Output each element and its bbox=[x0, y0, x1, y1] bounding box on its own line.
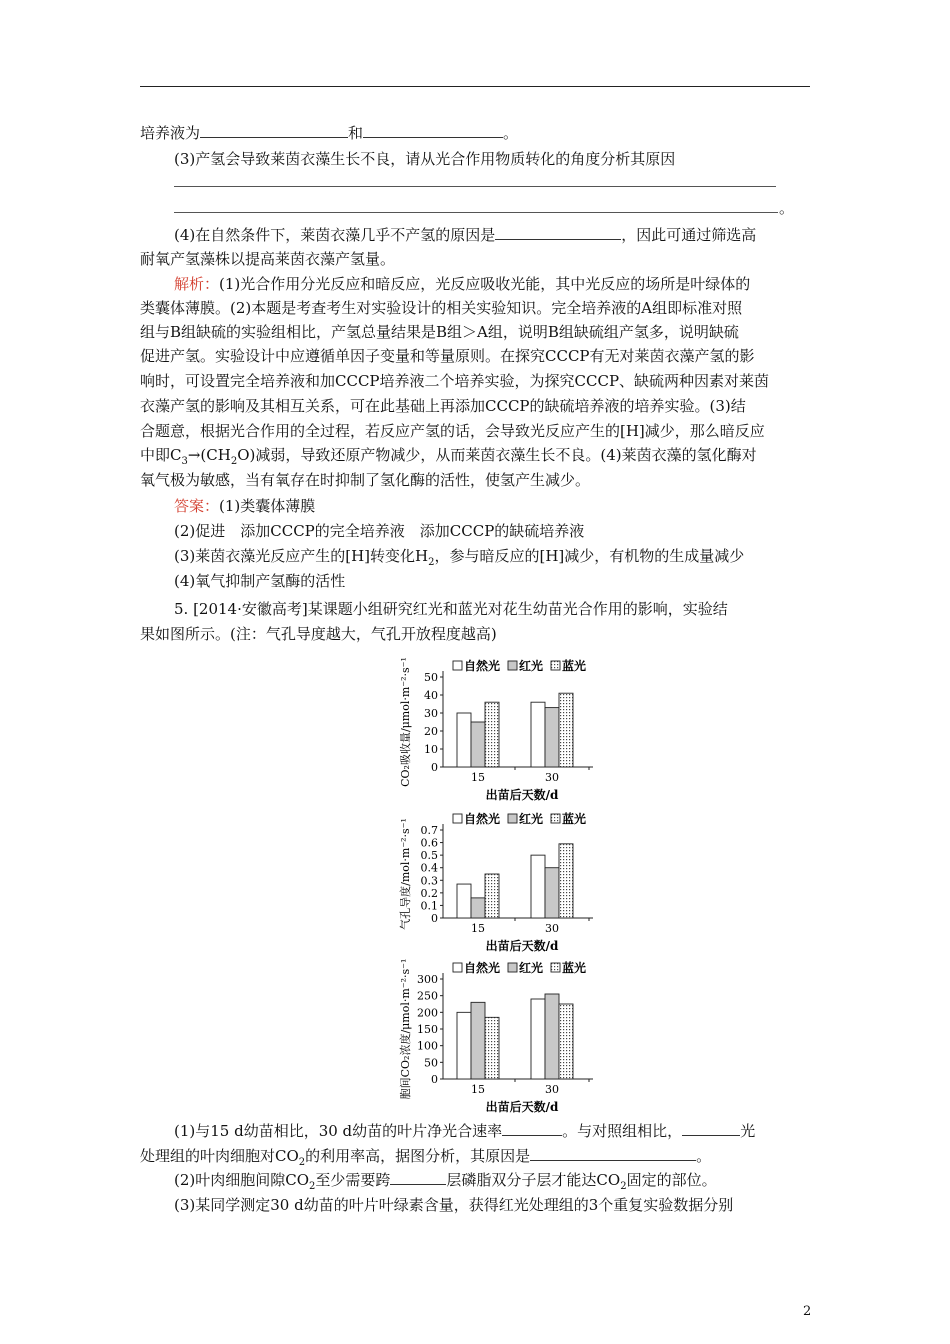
analysis-line bbox=[174, 274, 750, 294]
text: ，因此可通过筛选高 bbox=[621, 226, 757, 244]
bar bbox=[545, 708, 559, 767]
y-tick-label: 0.4 bbox=[420, 861, 438, 875]
text: 层磷脂双分子层才能达CO bbox=[446, 1171, 621, 1189]
text: (2)叶肉细胞间隙CO bbox=[174, 1171, 310, 1189]
bar bbox=[485, 1017, 499, 1079]
legend-swatch bbox=[508, 963, 517, 972]
legend-label: 蓝光 bbox=[562, 961, 587, 975]
chart-intercellular-co2 bbox=[395, 957, 625, 1117]
y-tick-label: 100 bbox=[417, 1039, 438, 1053]
bar bbox=[457, 713, 471, 767]
legend-label: 蓝光 bbox=[562, 659, 587, 673]
text-line: 耐氧产氢藻株以提高莱茵衣藻产氢量。 bbox=[140, 250, 396, 268]
y-tick-label: 150 bbox=[417, 1023, 438, 1036]
y-tick-label: 10 bbox=[424, 743, 438, 756]
y-tick-label: 0.3 bbox=[420, 874, 438, 888]
x-tick-label: 30 bbox=[545, 1083, 559, 1096]
bar bbox=[485, 702, 499, 767]
legend-swatch bbox=[508, 814, 517, 823]
bar bbox=[471, 898, 485, 918]
x-tick-label: 30 bbox=[545, 922, 559, 935]
answer-label: 答案： bbox=[174, 497, 220, 515]
sub-question-2 bbox=[174, 1170, 717, 1197]
analysis-line: 组与B组缺硫的实验组相比，产氢总量结果是B组＞A组，说明B组缺硫组产氢多，说明缺硫 bbox=[140, 323, 739, 341]
answer-blank[interactable] bbox=[495, 225, 621, 240]
chart-co2-absorption bbox=[395, 655, 625, 805]
question-5: 5. [2014·安徽高考]某课题小组研究红光和蓝光对花生幼苗光合作用的影响，实验结 bbox=[174, 600, 728, 618]
analysis-line bbox=[140, 445, 757, 472]
sub-question-1 bbox=[174, 1121, 755, 1141]
y-tick-label: 50 bbox=[424, 671, 438, 684]
bar bbox=[457, 884, 471, 918]
legend-swatch bbox=[453, 814, 462, 823]
bar bbox=[531, 855, 545, 918]
subscript: 3 bbox=[181, 456, 188, 467]
legend-label: 红光 bbox=[519, 961, 544, 975]
y-tick-label: 0 bbox=[431, 912, 438, 925]
legend-swatch bbox=[551, 963, 560, 972]
y-tick-label: 40 bbox=[424, 689, 438, 702]
y-tick-label: 0.1 bbox=[420, 899, 438, 913]
analysis-line: 合题意，根据光合作用的全过程，若反应产氢的话，会导致光反应产生的[H]减少，那么暗反应 bbox=[140, 422, 765, 440]
legend-swatch bbox=[551, 661, 560, 670]
bar bbox=[559, 1004, 573, 1079]
analysis-label: 解析： bbox=[174, 275, 220, 293]
x-axis-label: 出苗后天数/d bbox=[485, 1100, 559, 1114]
analysis-line: 衣藻产氢的影响及其相互关系，可在此基础上再添加CCCP的缺硫培养液的培养实验。(3)结 bbox=[140, 397, 746, 415]
text: 。与对照组相比， bbox=[562, 1122, 683, 1140]
legend-label: 自然光 bbox=[464, 812, 501, 826]
text: 。 bbox=[779, 199, 795, 217]
text-line bbox=[140, 123, 518, 143]
answer-blank-line[interactable] bbox=[174, 186, 776, 187]
answer-line: (4)氧气抑制产氢酶的活性 bbox=[174, 572, 346, 590]
subscript: 2 bbox=[230, 456, 238, 467]
analysis-line: 促进产氢。实验设计中应遵循单因子变量和等量原则。在探究CCCP有无对莱茵衣藻产氢的影 bbox=[140, 347, 755, 365]
x-axis-label: 出苗后天数/d bbox=[485, 788, 559, 802]
legend-label: 红光 bbox=[519, 812, 544, 826]
analysis-line: 类囊体薄膜。(2)本题是考查考生对实验设计的相关实验知识。完全培养液的A组即标准对照 bbox=[140, 299, 743, 317]
question-4 bbox=[174, 225, 756, 245]
analysis-line: 氧气极为敏感，当有氧存在时抑制了氢化酶的活性，使氢产生减少。 bbox=[140, 471, 591, 489]
answer-blank[interactable] bbox=[682, 1121, 740, 1136]
x-axis-label: 出苗后天数/d bbox=[485, 939, 559, 953]
bar bbox=[471, 1002, 485, 1079]
page-number: 2 bbox=[803, 1304, 812, 1319]
answer-blank[interactable] bbox=[200, 123, 348, 138]
y-tick-label: 0.6 bbox=[420, 836, 438, 850]
text: 固定的部位。 bbox=[626, 1171, 717, 1189]
sub-question-3: (3)某同学测定30 d幼苗的叶片叶绿素含量，获得红光处理组的3个重复实验数据分别 bbox=[174, 1196, 734, 1214]
bar bbox=[545, 994, 559, 1079]
bar bbox=[485, 874, 499, 918]
y-tick-label: 0 bbox=[431, 761, 438, 774]
y-axis-label: CO₂吸收量/μmol·m⁻²·s⁻¹ bbox=[399, 657, 412, 787]
x-tick-label: 30 bbox=[545, 771, 559, 784]
bar bbox=[531, 999, 545, 1079]
analysis-line: 响时，可设置完全培养液和加CCCP培养液二个培养实验，为探究CCCP、缺硫两种因素对莱茵 bbox=[140, 372, 770, 390]
legend-label: 自然光 bbox=[464, 961, 501, 975]
header-rule bbox=[140, 86, 810, 87]
text: →(CH bbox=[187, 446, 231, 464]
y-tick-label: 20 bbox=[424, 725, 438, 738]
text: 。 bbox=[696, 1147, 712, 1165]
text: (4)在自然条件下，莱茵衣藻几乎不产氢的原因是 bbox=[174, 226, 496, 244]
legend-label: 蓝光 bbox=[562, 812, 587, 826]
legend-swatch bbox=[551, 814, 560, 823]
text: (1)类囊体薄膜 bbox=[219, 497, 316, 515]
chart-svg bbox=[395, 808, 625, 956]
subscript: 2 bbox=[298, 1157, 306, 1168]
answer-blank[interactable] bbox=[530, 1146, 696, 1161]
text: (3)莱茵衣藻光反应产生的[H]转变化H bbox=[174, 547, 429, 565]
text: 和 bbox=[348, 124, 364, 142]
bar bbox=[531, 702, 545, 767]
question-5-cont: 果如图所示。(注：气孔导度越大，气孔开放程度越高) bbox=[140, 625, 497, 643]
bar bbox=[457, 1012, 471, 1079]
question-3: (3)产氢会导致莱茵衣藻生长不良，请从光合作用物质转化的角度分析其原因 bbox=[174, 150, 676, 168]
text: 至少需要跨 bbox=[315, 1171, 391, 1189]
bar bbox=[471, 722, 485, 767]
text: 中即C bbox=[140, 446, 182, 464]
answer-line: (2)促进 添加CCCP的完全培养液 添加CCCP的缺硫培养液 bbox=[174, 522, 585, 540]
answer-blank[interactable] bbox=[502, 1121, 562, 1136]
x-tick-label: 15 bbox=[471, 771, 485, 784]
text: (1)与15 d幼苗相比，30 d幼苗的叶片净光合速率 bbox=[174, 1122, 503, 1140]
bar bbox=[545, 868, 559, 918]
legend-label: 自然光 bbox=[464, 659, 501, 673]
legend-swatch bbox=[453, 963, 462, 972]
y-tick-label: 200 bbox=[417, 1006, 438, 1020]
legend-label: 红光 bbox=[519, 659, 544, 673]
y-tick-label: 30 bbox=[424, 707, 438, 720]
legend-swatch bbox=[508, 661, 517, 670]
y-tick-label: 0.2 bbox=[420, 886, 438, 900]
text: 光 bbox=[740, 1122, 756, 1140]
y-tick-label: 0.7 bbox=[420, 824, 438, 837]
x-tick-label: 15 bbox=[471, 1083, 485, 1096]
text-line bbox=[140, 1146, 711, 1173]
bar bbox=[559, 844, 573, 918]
bar bbox=[559, 693, 573, 767]
text: 处理组的叶肉细胞对CO bbox=[140, 1147, 299, 1165]
y-tick-label: 0 bbox=[431, 1073, 438, 1086]
answer-blank[interactable] bbox=[390, 1170, 446, 1185]
y-axis-label: 胞间CO₂浓度/μmol·m⁻²·s⁻¹ bbox=[399, 958, 412, 1100]
legend-swatch bbox=[453, 661, 462, 670]
y-tick-label: 250 bbox=[417, 989, 438, 1003]
subscript: 2 bbox=[309, 1181, 316, 1192]
answer-blank[interactable] bbox=[363, 123, 503, 138]
x-tick-label: 15 bbox=[471, 922, 485, 935]
chart-svg bbox=[395, 655, 625, 805]
y-tick-label: 50 bbox=[424, 1056, 438, 1070]
text: 培养液为 bbox=[140, 124, 201, 142]
y-tick-label: 300 bbox=[417, 973, 438, 986]
subscript: 2 bbox=[428, 557, 435, 568]
answer-line bbox=[174, 546, 744, 573]
text: 的利用率高，据图分析，其原因是 bbox=[305, 1147, 531, 1165]
answer-line bbox=[174, 496, 315, 516]
answer-blank-line[interactable] bbox=[174, 212, 778, 213]
subscript: 2 bbox=[620, 1181, 627, 1192]
text: 。 bbox=[503, 124, 519, 142]
text: ，参与暗反应的[H]减少，有机物的生成量减少 bbox=[434, 547, 745, 565]
y-tick-label: 0.5 bbox=[420, 849, 438, 863]
text: O)减弱，导致还原产物减少，从而莱茵衣藻生长不良。(4)莱茵衣藻的氢化酶对 bbox=[237, 446, 757, 464]
chart-svg bbox=[395, 957, 625, 1117]
y-axis-label: 气孔导度/mol·m⁻²·s⁻¹ bbox=[399, 818, 412, 930]
text: (1)光合作用分光反应和暗反应，光反应吸收光能，其中光反应的场所是叶绿体的 bbox=[219, 275, 751, 293]
chart-stomatal-conductance bbox=[395, 808, 625, 956]
